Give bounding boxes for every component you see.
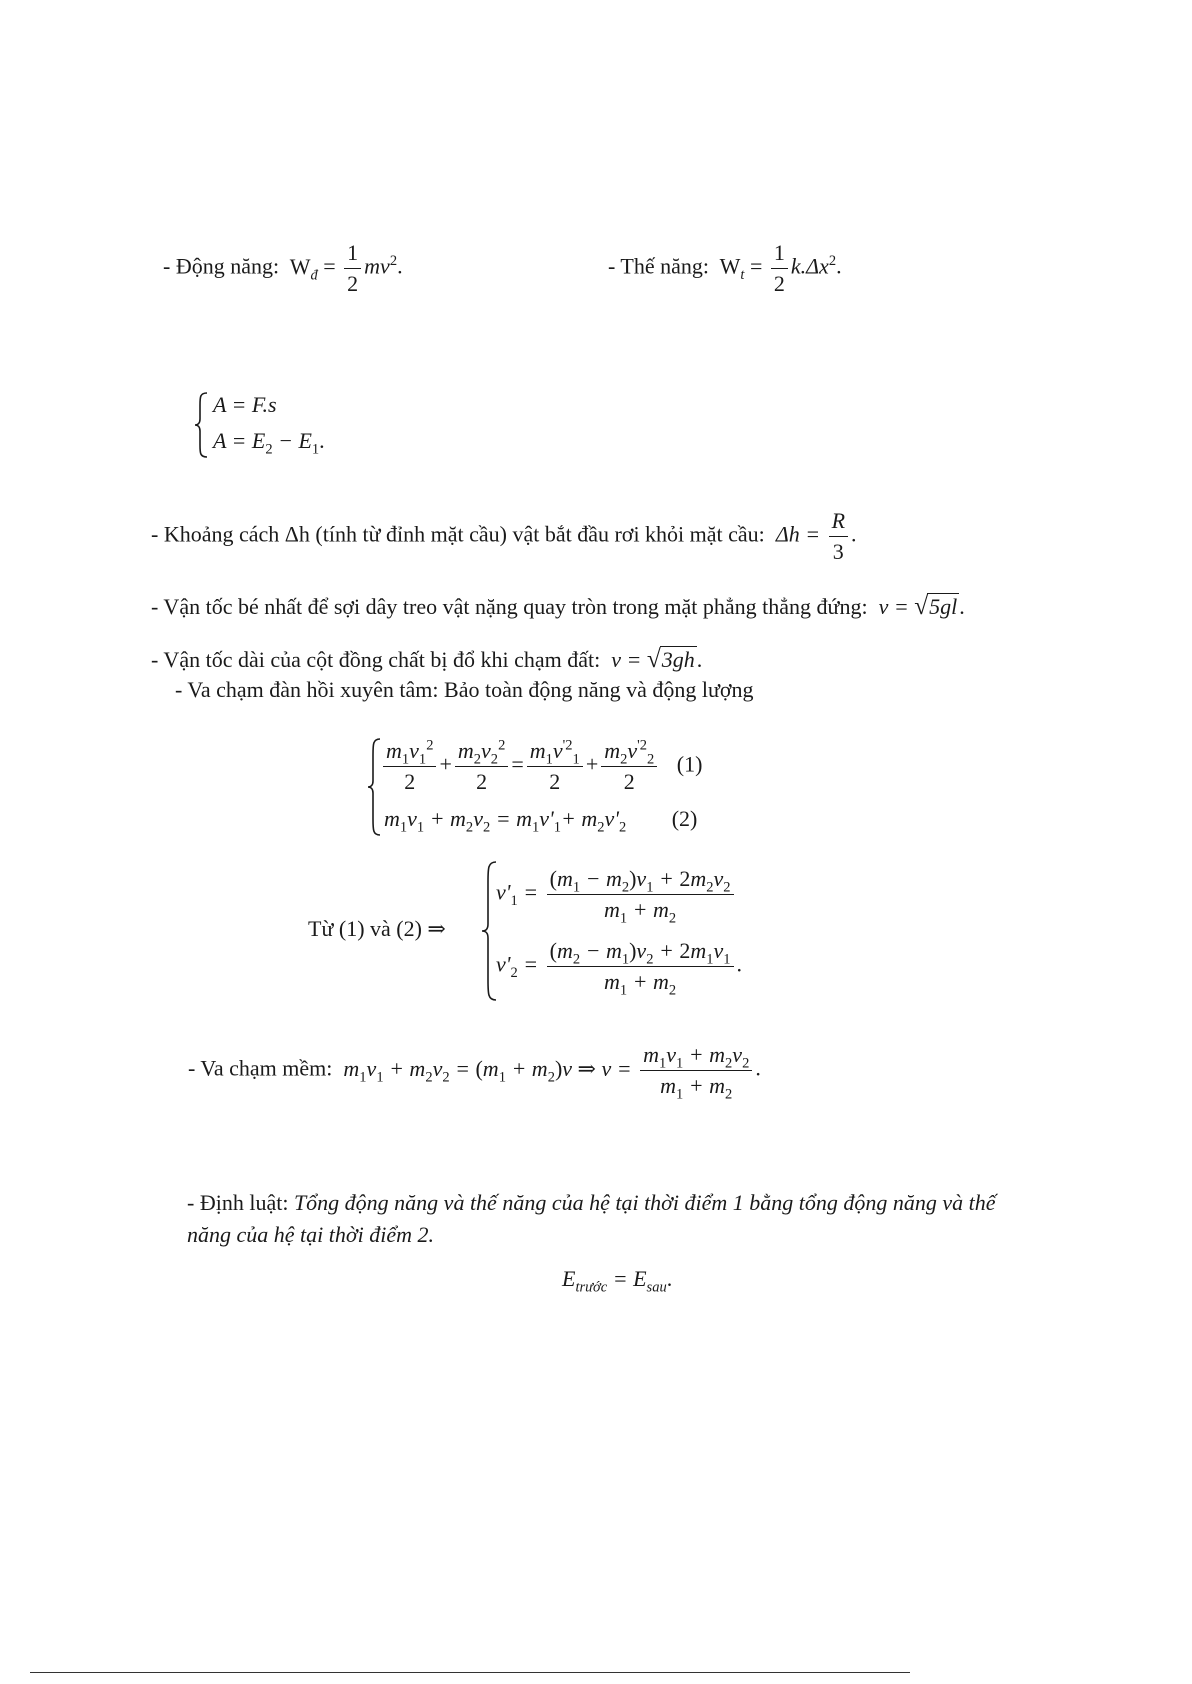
kinetic-label: - Động năng:: [163, 253, 280, 279]
sqrt-symbol: √: [646, 645, 661, 673]
inelastic-label: - Va chạm mềm:: [188, 1055, 333, 1081]
work-line-2-a: A = E: [213, 428, 266, 453]
solution-v1-num: $(m_1 - m_2)v_1 + 2m_2v_2$: [547, 866, 734, 895]
min-velocity-radicand: 5gl: [929, 594, 958, 619]
rod-velocity-line: [151, 645, 702, 674]
kinetic-w-sub: đ: [310, 266, 318, 283]
eq1-frac-2-den: 2: [476, 769, 488, 794]
work-end: .: [319, 428, 325, 453]
law-equation: [562, 1266, 673, 1296]
work-line-2-b: − E: [272, 428, 312, 453]
inelastic-line: - Va chạm mềm: $m_1v_1 + m_2v_2 = (m_1 + m_2)v$ ⇒ v = $\frac{m_1v_1 + m_2v_2}{m_1 + m_2}$ .: [188, 1042, 761, 1103]
potential-eq: =: [749, 253, 763, 279]
elastic-eq-2: $m_1v_1 + m_2v_2 = m_1v'_1+ m_2v'_2$ (2): [384, 806, 698, 836]
potential-rhs-sup: 2: [828, 253, 837, 270]
kinetic-lhs: [289, 253, 318, 283]
work-line-1: A = F.s: [213, 392, 277, 417]
eq1-frac-3-num: $m_1v^{'2}_1$: [527, 738, 583, 767]
eq1-frac-1-num: $m_1v_1^2$: [383, 738, 436, 767]
kinetic-w: W: [289, 253, 311, 279]
kinetic-fraction: [344, 240, 361, 297]
min-velocity-text: - Vận tốc bé nhất để sợi dây treo vật nặng quay tròn trong mặt phẳng thẳng đứng:: [151, 594, 868, 619]
law-label: - Định luật:: [187, 1190, 289, 1215]
elastic-heading: - Va chạm đàn hồi xuyên tâm: Bảo toàn động năng và động lượng: [175, 677, 754, 702]
law-eq-lhs-sub: trước: [575, 1279, 608, 1296]
fall-distance-text: - Khoảng cách Δh (tính từ đỉnh mặt cầu) vật bắt đầu rơi khỏi mặt cầu:: [151, 521, 765, 547]
rod-velocity-lhs: v =: [611, 647, 642, 672]
potential-num: 1: [771, 240, 788, 269]
elastic-eq-1: $\frac{m_1v_1^2}{2}$ + $\frac{m_2v_2^2}{2}$ = $\frac{m_1v^{'2}_1}{2}$ + $\frac{m_2v^{'2}_2}{2}$ (1): [380, 738, 702, 795]
solution-v2-den: $m_1 + m_2$: [603, 969, 677, 999]
law-line-1: [187, 1190, 996, 1216]
kinetic-num: 1: [344, 240, 361, 269]
solution-v2: $v'_2$ = $\frac{(m_2 - m_1)v_2 + 2m_1v_1}{m_1 + m_2}$ .: [496, 938, 742, 999]
work-line-2: [213, 428, 325, 458]
potential-energy-formula: [608, 240, 842, 297]
inelastic-den: $m_1 + m_2$: [660, 1073, 733, 1103]
law-eq-rhs-sub: sau: [646, 1279, 667, 1296]
kinetic-rhs: mv: [364, 253, 390, 279]
fall-distance-line: [151, 508, 857, 565]
eq1-frac-4-num: $m_2v^{'2}_2$: [601, 738, 657, 767]
fall-distance-lhs: Δh =: [775, 521, 821, 547]
kinetic-energy-formula: [163, 240, 403, 297]
law-statement-1: Tổng động năng và thế năng của hệ tại thời điểm 1 bằng tổng động năng và thế: [293, 1190, 996, 1215]
kinetic-den: 2: [347, 271, 359, 296]
potential-w: W: [719, 253, 741, 279]
eq1-frac-2: [455, 738, 508, 795]
potential-label: - Thế năng:: [608, 253, 710, 279]
law-eq-end: .: [666, 1266, 673, 1291]
fall-distance-end: .: [851, 521, 857, 547]
inelastic-formula: $m_1v_1 + m_2v_2 = (m_1 + m_2)v$ ⇒ v =: [343, 1055, 632, 1085]
law-eq-lhs: E: [562, 1266, 576, 1291]
solution-v1-den: $m_1 + m_2$: [603, 897, 677, 927]
eq1-frac-2-num: $m_2v_2^2$: [455, 738, 508, 767]
eq1-frac-4-den: 2: [623, 769, 635, 794]
potential-end: .: [836, 253, 842, 279]
work-line-2-sub2: 2: [265, 441, 273, 458]
inelastic-fraction: [640, 1042, 752, 1103]
fall-distance-den: 3: [832, 539, 844, 564]
rod-velocity-end: .: [696, 647, 703, 672]
kinetic-rhs-sup: 2: [389, 253, 398, 270]
rod-velocity-radicand: 3gh: [661, 647, 695, 672]
potential-den: 2: [773, 271, 785, 296]
min-velocity-lhs: v =: [878, 594, 909, 619]
min-velocity-end: .: [959, 594, 965, 619]
eq1-frac-1-den: 2: [404, 769, 416, 794]
potential-rhs: k.Δx: [790, 253, 829, 279]
eq1-frac-3: [527, 738, 583, 795]
fall-distance-fraction: [829, 508, 848, 565]
eq1-frac-4: [601, 738, 657, 795]
solution-v1: $v'_1$ = $\frac{(m_1 - m_2)v_1 + 2m_2v_2}{m_1 + m_2}$: [496, 866, 737, 923]
eq2-tag: (2): [671, 806, 698, 831]
fall-distance-num: R: [829, 508, 848, 537]
solution-v1-frac: [547, 866, 734, 927]
solution-v2-frac: [547, 938, 734, 999]
from-label: Từ (1) và (2) ⇒: [308, 916, 446, 941]
kinetic-end: .: [397, 253, 403, 279]
inelastic-num: $m_1v_1 + m_2v_2$: [640, 1042, 752, 1071]
footer-divider: [30, 1672, 910, 1673]
eq1-tag: (1): [676, 751, 703, 777]
min-velocity-line: [151, 592, 965, 621]
potential-w-sub: t: [740, 266, 745, 283]
rod-velocity-text: - Vận tốc dài của cột đồng chất bị đổ khi chạm đất:: [151, 647, 601, 672]
law-statement-2: năng của hệ tại thời điểm 2.: [187, 1222, 434, 1247]
eq1-frac-1: [383, 738, 436, 795]
potential-fraction: [771, 240, 788, 297]
work-system-brace: [193, 391, 209, 459]
eq1-frac-3-den: 2: [549, 769, 561, 794]
solution-v2-num: $(m_2 - m_1)v_2 + 2m_1v_1$: [547, 938, 734, 967]
work-line-2-sub1: 1: [311, 441, 320, 458]
law-eq-mid: = E: [607, 1266, 647, 1291]
kinetic-eq: =: [323, 253, 336, 279]
sqrt-symbol: √: [914, 592, 929, 620]
